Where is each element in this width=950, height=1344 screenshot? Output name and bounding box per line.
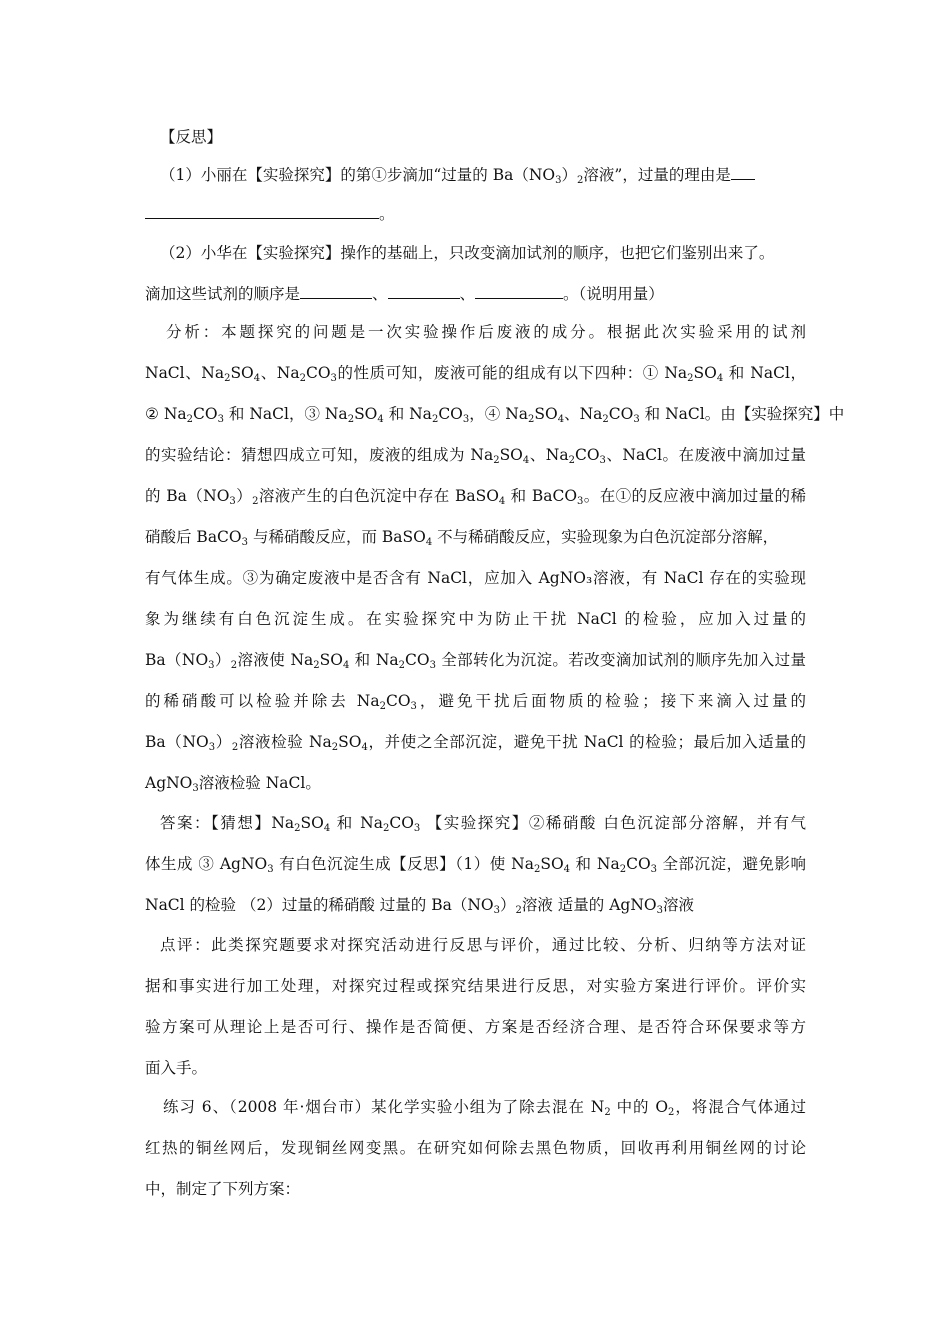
answer-line: 答案：【猜想】$Na_2SO_4$ 和 $Na_2CO_3$ 【实验探究】②稀硝酸 白色沉淀部分溶解，并有气 [160, 814, 806, 834]
analysis-line: 硝酸后 BaCO$_3$ 与稀硝酸反应，而 BaSO$_4$ 不与稀硝酸反应，实验现象为白色沉淀部分溶解， [145, 528, 779, 548]
answer-line: NaCl 的检验 （2）过量的稀硝酸 过量的 $Ba(NO_3)_2$溶液 适量的 AgNO$_3$溶液 [145, 896, 694, 916]
analysis-line: ② $Na_2CO_3$ 和 NaCl，③ $Na_2SO_4$ 和 $Na_2CO_3$，④ $Na_2SO_4$、$Na_2CO_3$ 和 NaCl。由【实验探究】中 [145, 405, 845, 425]
comment-line: 验方案可从理论上是否可行、操作是否简便、方案是否经济合理、是否符合环保要求等方 [145, 1018, 806, 1036]
exercise-line: 练习 6、（2008 年·烟台市）某化学实验小组为了除去混在 $N_2$ 中的 $O_2$，将混合气体通过 [163, 1098, 806, 1118]
answer-blank [388, 283, 460, 299]
comment-line: 点评：此类探究题要求对探究活动进行反思与评价，通过比较、分析、归纳等方法对证 [160, 936, 806, 954]
answer-line: 体生成 ③ AgNO$_3$ 有白色沉淀生成【反思】（1）使 $Na_2SO_4$ 和 $Na_2CO_3$ 全部沉淀，避免影响 [145, 855, 806, 875]
analysis-line: 的稀硝酸可以检验并除去 $Na_2CO_3$，避免干扰后面物质的检验；接下来滴入过量的 [145, 692, 806, 712]
comment-line: 面入手。 [145, 1059, 208, 1077]
reflection-question-1: （1）小丽在【实验探究】的第①步滴加“过量的 $Ba(NO_3)_2$溶液”，过量的理由是 [160, 164, 830, 186]
analysis-line: 分析：本题探究的问题是一次实验操作后废液的成分。根据此次实验采用的试剂 [166, 323, 806, 341]
analysis-line: $Ba(NO_3)_2$溶液检验 $Na_2SO_4$，并使之全部沉淀，避免干扰 NaCl 的检验；最后加入适量的 [145, 733, 806, 753]
exercise-line: 中，制定了下列方案： [145, 1180, 301, 1198]
reflection-question-2: （2）小华在【实验探究】操作的基础上，只改变滴加试剂的顺序，也把它们鉴别出来了。 [160, 244, 775, 262]
answer-blank [475, 283, 563, 299]
answer-blank [145, 203, 379, 219]
reflection-question-2-cont: 滴加这些试剂的顺序是 、 、 。（说明用量） [145, 285, 664, 303]
analysis-line: NaCl、$Na_2SO_4$、$Na_2CO_3$的性质可知，废液可能的组成有以下四种：① $Na_2SO_4$ 和 NaCl， [145, 364, 806, 384]
comment-line: 据和事实进行加工处理，对探究过程或探究结果进行反思，对实验方案进行评价。评价实 [145, 977, 806, 995]
exercise-line: 红热的铜丝网后，发现铜丝网变黑。在研究如何除去黑色物质，回收再利用铜丝网的讨论 [145, 1139, 806, 1157]
analysis-line: 的 $Ba(NO_3)_2$溶液产生的白色沉淀中存在 BaSO$_4$ 和 BaCO$_3$。在①的反应液中滴加过量的稀 [145, 487, 806, 507]
reflection-question-1-cont: 。 [145, 203, 815, 225]
answer-blank [731, 164, 755, 180]
answer-blank [300, 283, 372, 299]
analysis-line: 象为继续有白色沉淀生成。在实验探究中为防止干扰 NaCl 的检验，应加入过量的 [145, 610, 806, 628]
analysis-line: 的实验结论：猜想四成立可知，废液的组成为 $Na_2SO_4$、$Na_2CO_3$、NaCl。在废液中滴加过量 [145, 446, 807, 466]
reflection-heading: 【反思】 [160, 128, 223, 146]
analysis-line: 有气体生成。③为确定废液中是否含有 NaCl，应加入 AgNO₃溶液，有 NaCl 存在的实验现 [145, 569, 806, 587]
analysis-line: $Ba(NO_3)_2$溶液使 $Na_2SO_4$ 和 $Na_2CO_3$ 全部转化为沉淀。若改变滴加试剂的顺序先加入过量 [145, 651, 806, 671]
analysis-line: AgNO$_3$溶液检验 NaCl。 [145, 774, 321, 794]
